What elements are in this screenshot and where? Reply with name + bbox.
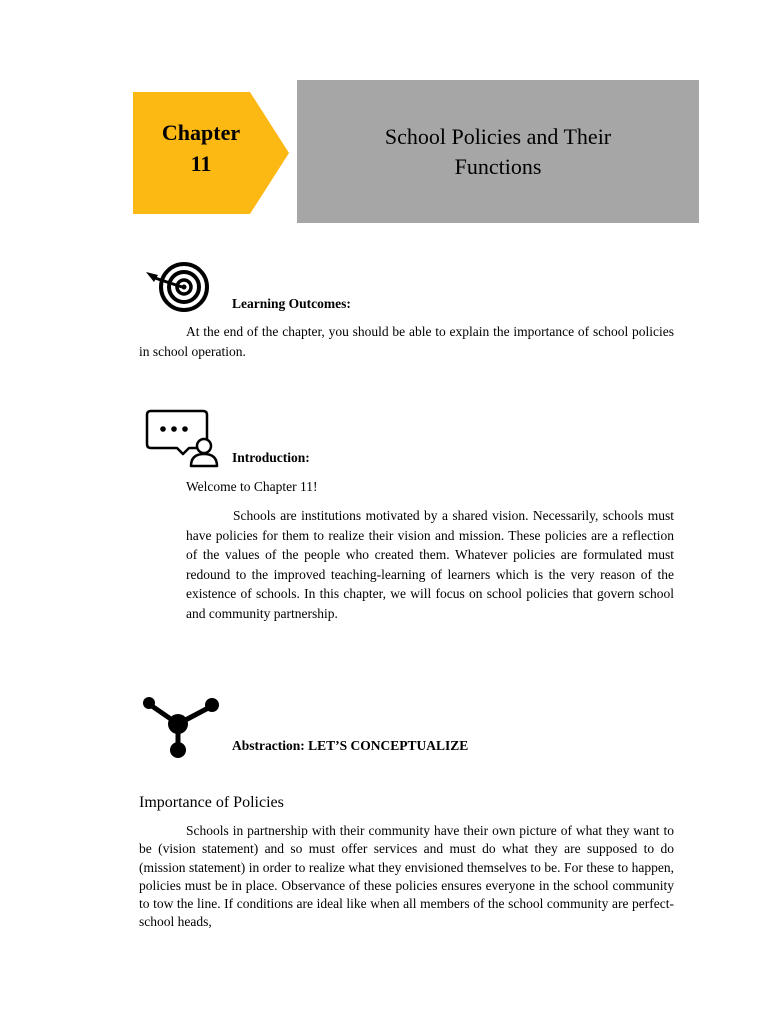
importance-heading: Importance of Policies: [139, 794, 284, 811]
introduction-text: Schools are institutions motivated by a shared vision. Necessarily, schools must have policies for them to realize their vision and mission. These policies are a reflection of the values of the people who created them. Whatever policies are formulated must redound to the improved teaching-learning of learners which is the very reason of the existence of schools. In this chapter, we will focus on school policies that govern school and community partnership.: [186, 508, 674, 621]
learning-outcomes-heading: Learning Outcomes:: [232, 296, 351, 311]
learning-outcomes-text: At the end of the chapter, you should be able to explain the importance of school policies in school operation.: [139, 324, 674, 359]
chapter-label: [133, 117, 269, 179]
introduction-heading: Introduction:: [232, 450, 310, 465]
chapter-number: 11: [190, 151, 212, 176]
chapter-title-line1: School Policies and Their: [384, 124, 612, 149]
welcome-text: Welcome to Chapter 11!: [186, 479, 318, 494]
importance-text: Schools in partnership with their community have their own picture of what they want to be (vision statement) and so must offer services and must do what they are supposed to do (mission statement) in order to realize what they envisioned themselves to be. For these to happen, policies must be in place. Observance of these policies ensures everyone in the school community to tow the line. If conditions are ideal like when all members of the school community are perfect-school heads,: [139, 823, 674, 930]
chapter-word: Chapter: [161, 120, 241, 145]
network-nodes-icon: [141, 694, 221, 760]
abstraction-heading: Abstraction: LET’S CONCEPTUALIZE: [232, 738, 469, 753]
chat-person-icon: [143, 408, 221, 470]
target-icon: [144, 260, 212, 314]
chapter-title-line2: Functions: [454, 154, 542, 179]
chapter-title: [297, 122, 699, 182]
